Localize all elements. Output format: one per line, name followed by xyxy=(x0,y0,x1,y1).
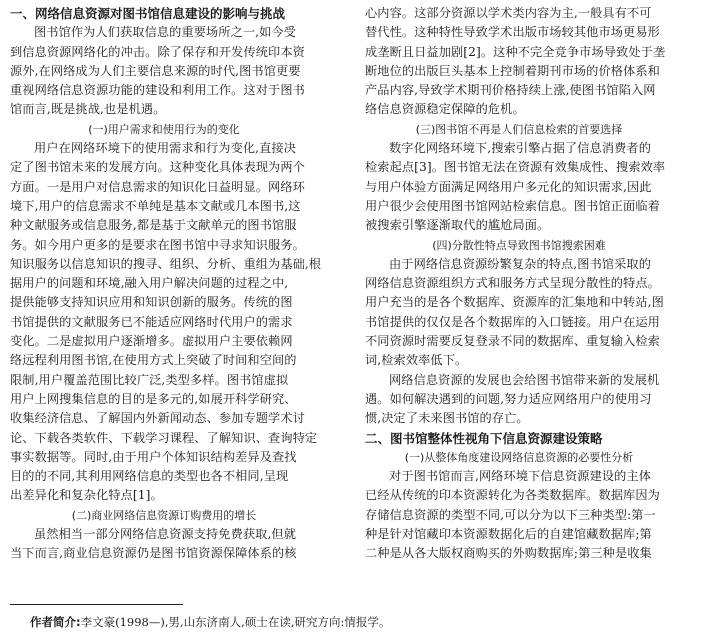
text-line: 提供能够支持知识应用和知识创新的服务。传统的图 xyxy=(10,295,293,310)
text-line: 到信息资源网络化的冲击。除了保存和开发传统印本资 xyxy=(10,44,305,59)
text-line: 种是针对馆藏印本资源数据化后的自建馆藏数据库;第 xyxy=(365,527,652,542)
text-line: 被搜索引擎逐渐取代的尴尬局面。 xyxy=(365,218,550,233)
text-line: 网络信息资源的发展也会给图书馆带来新的发展机 xyxy=(389,372,660,387)
text-line: 二种是从各大版权商购买的外购数据库;第三种是收集 xyxy=(365,546,652,561)
text-line: 收集经济信息、了解国内外新闻动态、参加专题学术讨 xyxy=(10,411,305,426)
subsection-heading: (四)分散性特点导致图书馆搜索困难 xyxy=(432,238,606,252)
text-line: 对于图书馆而言,网络环境下信息资源建设的主体 xyxy=(389,469,652,484)
paragraph xyxy=(365,467,703,563)
text-line: 重视网络信息资源功能的建设和利用工作。这对于图书 xyxy=(10,83,305,98)
paragraph xyxy=(365,255,703,371)
text-line: 检索起点[3]。图书馆无法在资源有效集成性、搜索效率 xyxy=(365,160,666,175)
left-column xyxy=(10,4,348,564)
text-line: 用户很少会使用图书馆网站检索信息。图书馆正面临着 xyxy=(365,198,660,213)
text-line: 出差异化和复杂化特点[1]。 xyxy=(10,488,163,503)
subsection-heading: (三)图书馆不再是人们信息检索的首要选择 xyxy=(415,122,623,136)
text-line: 断地位的出版巨头基本上控制着期刊市场的价格体系和 xyxy=(365,63,660,78)
paragraph xyxy=(365,371,703,429)
text-line: 用户充当的是各个数据库、资源库的汇集地和中转站,图 xyxy=(365,295,664,310)
text-line: 遇。如何解决遇到的问题,努力适应网络用户的使用习 xyxy=(365,391,652,406)
paragraph xyxy=(10,23,348,119)
paragraph xyxy=(365,139,703,235)
text-line: 书馆提供的文献服务已不能适应网络时代用户的需求 xyxy=(10,314,293,329)
text-line: 务。如今用户更多的是要求在图书馆中寻求知识服务。 xyxy=(10,237,305,252)
text-line: 图书馆作为人们获取信息的重要场所之一,如今受 xyxy=(34,25,297,40)
text-line: 由于网络信息资源纷繁复杂的特点,图书馆采取的 xyxy=(389,256,652,271)
text-line: 种文献服务或信息服务,都是基于文献单元的图书馆服 xyxy=(10,218,297,233)
text-line: 心内容。这部分资源以学术类内容为主,一般具有不可 xyxy=(365,6,652,20)
text-line: 网络信息资源组织方式和服务方式呈现分散性的特点。 xyxy=(365,276,660,291)
text-line: 虽然相当一部分网络信息资源支持免费获取,但就 xyxy=(34,527,297,542)
footnote-divider xyxy=(10,604,183,605)
section-heading: 二、图书馆整体性视角下信息资源建设策略 xyxy=(365,430,603,446)
text-line: 书馆提供的仅仅是各个数据库的入口链接。用户在运用 xyxy=(365,314,660,329)
subsection-heading: (一)从整体角度建设网络信息资源的必要性分析 xyxy=(404,450,634,464)
text-line: 目的的不同,其利用网络信息的类型也各不相同,呈现 xyxy=(10,469,289,484)
text-line: 词,检索效率低下。 xyxy=(365,353,468,368)
text-line: 事实数据等。同时,由于用户个体知识结构差异及查找 xyxy=(10,449,297,464)
paragraph xyxy=(10,525,348,564)
text-line: 存储信息资源的类型不同,可以分为以下三种类型:第一 xyxy=(365,507,656,522)
right-column xyxy=(365,4,703,564)
paragraph xyxy=(10,139,348,506)
text-line: 论、下载各类软件、下载学习课程、了解知识、查询特定 xyxy=(10,430,318,445)
text-line: 数字化网络环境下,搜索引擎占据了信息消费者的 xyxy=(389,141,652,156)
text-line: 不同资源时需要反复登录不同的数据库、重复输入检索 xyxy=(365,334,660,349)
text-line: 成垄断且日益加剧[2]。这种不完全竞争市场导致处于垄 xyxy=(365,44,666,59)
text-line: 境下,用户的信息需求不单纯是基本文献或几本图书,这 xyxy=(10,198,301,213)
subsection-heading: (二)商业网络信息资源订购费用的增长 xyxy=(71,508,257,522)
author-note-label: 作者简介: xyxy=(30,615,81,629)
text-line: 方面。一是用户对信息需求的知识化日益明显。网络环 xyxy=(10,179,305,194)
text-line: 知识服务以信息知识的搜寻、组织、分析、重组为基础,根 xyxy=(10,256,322,271)
text-line: 据用户的问题和环境,融入用户解决问题的过程之中, xyxy=(10,276,289,291)
text-line: 源外,在网络成为人们主要信息来源的时代,图书馆更要 xyxy=(10,63,301,78)
text-line: 已经从传统的印本资源转化为各类数据库。数据库因为 xyxy=(365,488,660,503)
author-note xyxy=(30,614,390,630)
text-line: 惯,决定了未来图书馆的存亡。 xyxy=(365,411,529,426)
text-line: 馆而言,既是挑战,也是机遇。 xyxy=(10,102,166,117)
text-line: 用户在网络环境下的使用需求和行为变化,直接决 xyxy=(34,141,297,156)
text-line: 产品内容,导致学术期刊价格持续上涨,使图书馆陷入网 xyxy=(365,83,656,98)
section-heading: 一、网络信息资源对图书馆信息建设的影响与挑战 xyxy=(10,6,286,21)
author-note-text: 李文豪(1998—),男,山东济南人,硕士在读,研究方向:情报学。 xyxy=(80,615,391,629)
subsection-heading: (一)用户需求和使用行为的变化 xyxy=(88,122,240,136)
text-line: 当下而言,商业信息资源仍是图书馆资源保障体系的核 xyxy=(10,546,297,561)
text-line: 限制,用户覆盖范围比较广泛,类型多样。图书馆虚拟 xyxy=(10,372,289,387)
paragraph xyxy=(365,4,703,120)
text-line: 变化。二是虚拟用户逐渐增多。虚拟用户主要依赖网 xyxy=(10,334,293,349)
text-line: 络信息资源稳定保障的危机。 xyxy=(365,102,525,117)
text-line: 定了图书馆未来的发展方向。这种变化具体表现为两个 xyxy=(10,160,305,175)
text-line: 与用户体验方面满足网络用户多元化的知识需求,因此 xyxy=(365,179,652,194)
text-line: 替代性。这种特性导致学术出版市场较其他市场更易形 xyxy=(365,25,660,40)
text-line: 络远程利用图书馆,在使用方式上突破了时间和空间的 xyxy=(10,353,297,368)
text-line: 用户上网搜集信息的目的是多元的,如展开科学研究、 xyxy=(10,391,297,406)
